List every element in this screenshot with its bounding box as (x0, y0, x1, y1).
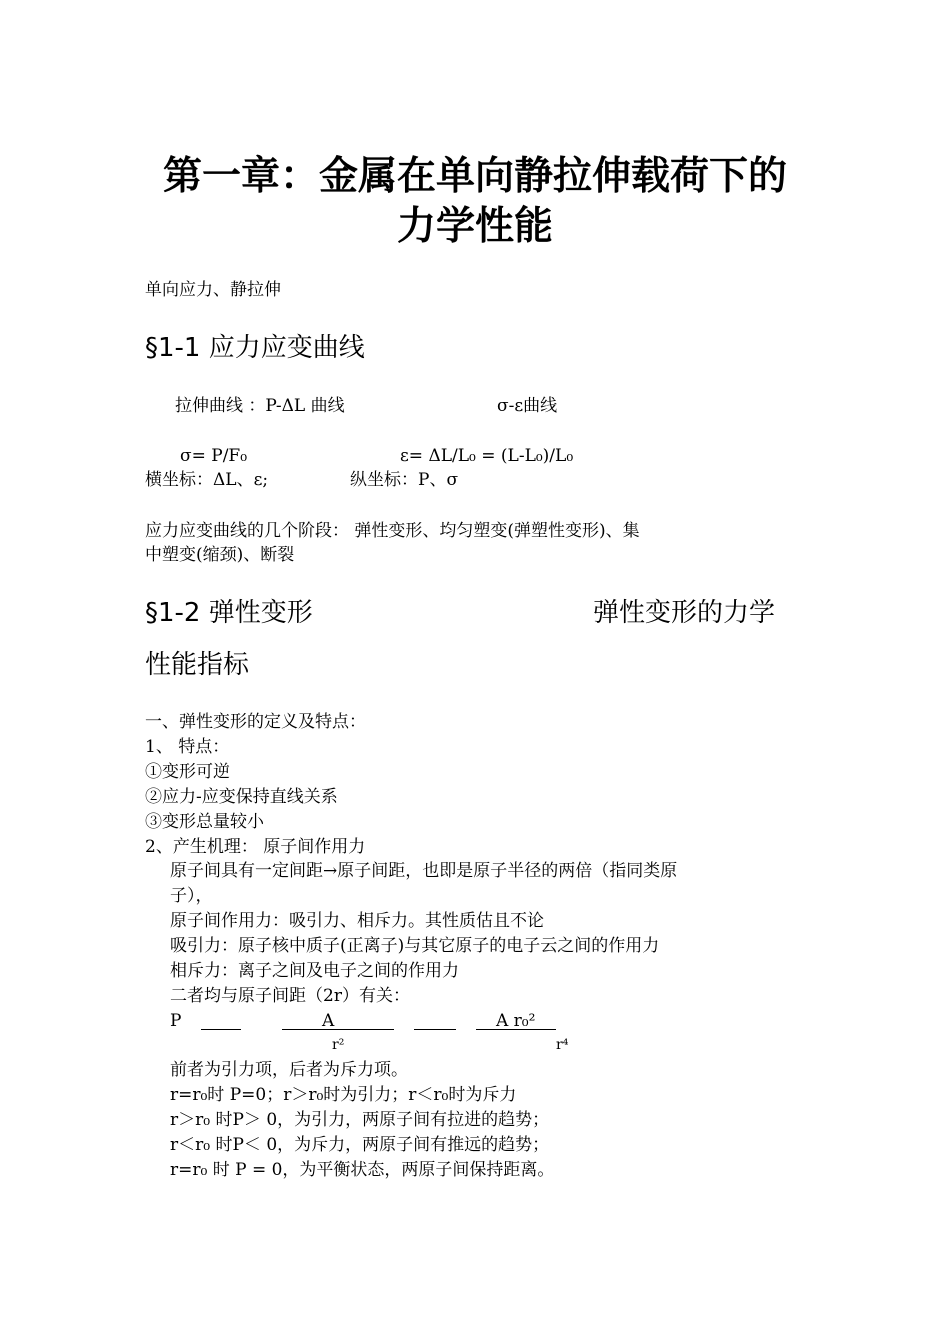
formula-epsilon: ε= ΔL/L₀ = (L-L₀)/L₀ (400, 446, 574, 466)
stages-line1: 应力应变曲线的几个阶段： 弹性变形、均匀塑变(弹塑性变形)、集 (145, 521, 640, 541)
ordinate-text: 纵坐标：P、σ (350, 470, 459, 490)
equation-numerator-a-r0: A r₀² (496, 1011, 536, 1031)
section2-heading-right: 弹性变形的力学 (593, 598, 776, 628)
equation-numerator-a: A (322, 1011, 335, 1031)
curve-a-text: 拉伸曲线 ：P-ΔL 曲线 (175, 396, 345, 416)
body-line-13: 前者为引力项，后者为斥力项。 (170, 1060, 408, 1080)
equation-blank-2 (414, 1029, 456, 1030)
body-line-7: 原子间具有一定间距→原子间距，也即是原子半径的两倍（指同类原 (170, 861, 678, 881)
body-line-15: r＞r₀ 时P＞ 0，为引力，两原子间有拉进的趋势； (170, 1110, 550, 1130)
chapter-title-line1: 第一章：金属在单向静拉伸载荷下的 (162, 154, 787, 199)
stages-line2: 中塑变(缩颈)、断裂 (145, 545, 295, 565)
body-line-8: 子）， (170, 886, 213, 906)
section1-heading: §1-1 应力应变曲线 (145, 333, 365, 363)
equation-denominator-r4: r⁴ (556, 1037, 569, 1053)
body-line-9: 原子间作用力：吸引力、相斥力。其性质估且不论 (170, 911, 544, 931)
body-line-11: 相斥力：离子之间及电子之间的作用力 (170, 961, 459, 981)
body-line-4: ②应力-应变保持直线关系 (145, 787, 338, 807)
formula-sigma: σ= P/F₀ (180, 446, 248, 466)
body-line-1: 一、弹性变形的定义及特点： (145, 712, 366, 732)
equation-denominator-r2: r² (332, 1037, 345, 1053)
chapter-title-line2: 力学性能 (396, 204, 553, 249)
body-line-16: r＜r₀ 时P＜ 0，为斥力，两原子间有推远的趋势； (170, 1135, 550, 1155)
section2-heading-left: §1-2 弹性变形 (145, 598, 313, 628)
equation-p: P (170, 1011, 182, 1031)
body-line-3: ①变形可逆 (145, 762, 230, 782)
body-line-14: r=r₀时 P=0；r＞r₀时为引力；r＜r₀时为斥力 (170, 1085, 517, 1105)
body-line-12: 二者均与原子间距（2r）有关： (170, 986, 410, 1006)
body-line-5: ③变形总量较小 (145, 812, 264, 832)
curve-b-text: σ-ε曲线 (497, 396, 558, 416)
equation-blank-1 (201, 1029, 241, 1030)
intro-text: 单向应力、静拉伸 (145, 280, 281, 300)
body-line-10: 吸引力：原子核中质子(正离子)与其它原子的电子云之间的作用力 (170, 936, 660, 956)
equation-fraction-bar-1 (282, 1029, 394, 1030)
body-line-17: r=r₀ 时 P = 0，为平衡状态，两原子间保持距离。 (170, 1160, 555, 1180)
body-line-2: 1、 特点： (145, 737, 230, 757)
body-line-6: 2、产生机理： 原子间作用力 (145, 837, 366, 857)
equation-fraction-bar-2 (476, 1029, 556, 1030)
section2-heading-line2: 性能指标 (145, 650, 250, 680)
abscissa-text: 横坐标：ΔL、ε; (145, 470, 269, 490)
